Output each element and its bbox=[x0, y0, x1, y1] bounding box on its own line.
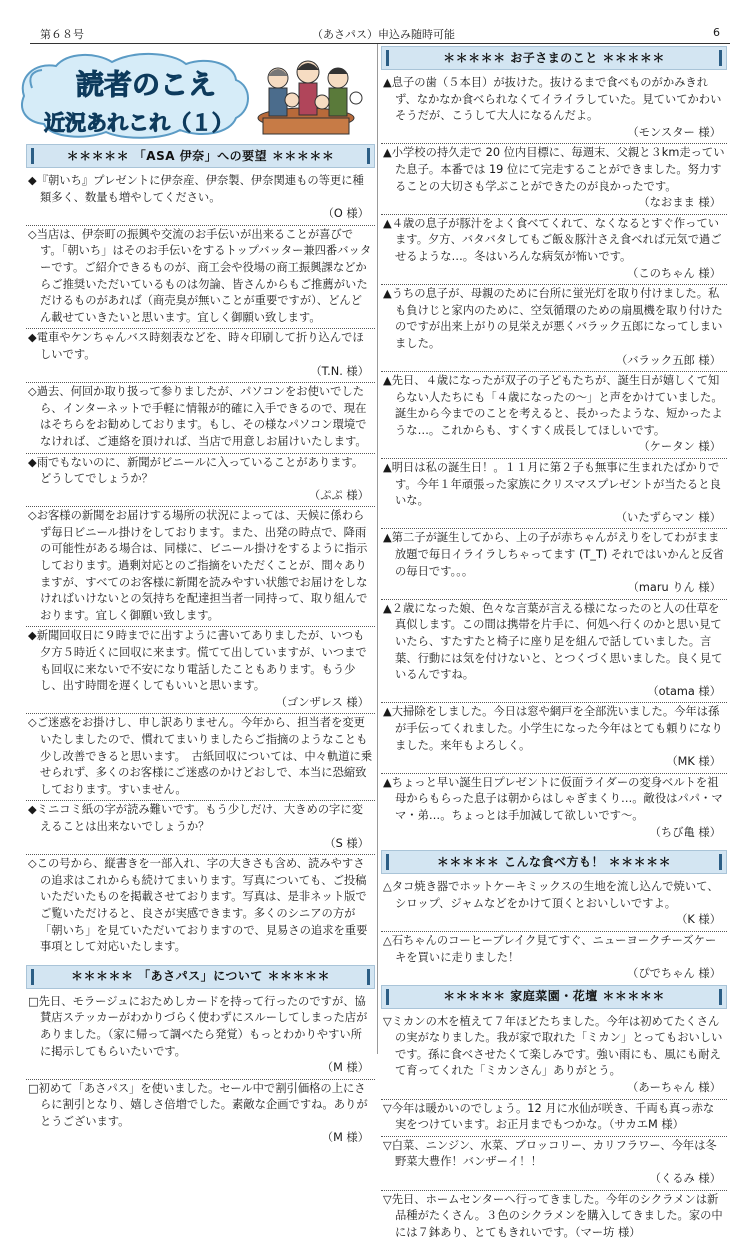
garden-list bbox=[381, 1013, 727, 1243]
list-item bbox=[26, 993, 375, 1080]
item-author: （ケータン 様） bbox=[638, 440, 721, 454]
list-item bbox=[381, 74, 727, 144]
item-author: （S 様） bbox=[324, 836, 369, 850]
banner bbox=[16, 48, 371, 138]
section-header-food: ＊＊＊＊＊ こんな食べ方も！ ＊＊＊＊＊ bbox=[381, 850, 727, 874]
item-text: △石ちゃんのコーヒーブレイク見てすぐ、ニューヨークチーズケーキを買いに走りました！ bbox=[383, 933, 717, 964]
item-text: ◇過去、何回か取り扱って参りましたが、パソコンをお使いでしたら、インターネットで手軽に情報が的確に入手できるので、現在はそちらをお勧めしております。もし、その様なパソコン環境でなければ、ご連絡を頂ければ、当店で用意しお届けいたします。 bbox=[28, 385, 367, 448]
item-author: （モンスター 様） bbox=[627, 125, 721, 139]
item-text: ▲先日、４歳になったが双子の子どもたちが、誕生日が嬉しくて知らない人たちにも「４歳になったの〜」と声をかけていました。誕生から今までのことを考えると、長かったような、短かったような…。これからも、すくすく成長してほしいです。 bbox=[383, 374, 723, 437]
column-divider bbox=[377, 44, 378, 1054]
item-text: ▲ちょっと早い誕生日プレゼントに仮面ライダーの変身ベルトを祖母からもらった息子は朝からはしゃぎまくり…。敵役はパパ・ママ・弟…。ちょっとは手加減して欲しいです〜。 bbox=[383, 775, 723, 822]
list-item bbox=[381, 529, 727, 599]
list-item bbox=[26, 801, 375, 855]
item-text: ◇当店は、伊奈町の振興や交流のお手伝いが出来ることが喜びです。「朝いち」はそのお手伝いをするトップバッター兼四番バッターです。ご紹介できるものが、商工会や役場の商工振興課などからご推奨いただいているものは勿論、皆さんからもご推薦がいただけるものがあれば（商売臭が無いことが重要ですが）、どんどん載せていきたいと思います。宜しく御願い致します。 bbox=[28, 227, 372, 324]
list-item bbox=[381, 703, 727, 773]
item-text: ◇お客様の新聞をお届けする場所の状況によっては、天候に係わらず毎日ビニール掛けをしております。また、出発の時点で、降雨の可能性がある場合は、同様に、ビニール掛けをするように指示しております。過剰対応とのご指摘をいただくことが、間々ありますが、すべてのお客様に新聞を読みやすい状態でお届けをしなければいけないとの気持ちを配達担当者一同持って、取り組んでおります。宜しく御願い致します。 bbox=[28, 509, 368, 622]
requests-list bbox=[26, 172, 375, 958]
item-author: （maru りん 様） bbox=[627, 581, 721, 595]
list-item bbox=[381, 774, 727, 843]
banner-title-2: 近況あれこれ（１） bbox=[44, 111, 233, 135]
list-item bbox=[26, 1080, 375, 1149]
list-item bbox=[381, 144, 727, 214]
item-author: （くるみ 様） bbox=[649, 1172, 721, 1186]
item-text: ▲大掃除をしました。今日は窓や網戸を全部洗いました。今年は孫が手伝ってくれました。小学生になった今年はとても頼りになりました。来年もよろしく。 bbox=[383, 705, 723, 752]
item-author: （K 様） bbox=[676, 913, 721, 927]
section-header-garden: ＊＊＊＊＊ 家庭菜園・花壇 ＊＊＊＊＊ bbox=[381, 985, 727, 1009]
list-item bbox=[26, 855, 375, 958]
list-item bbox=[26, 383, 375, 453]
item-text: ▲２歳になった娘、色々な言葉が言える様になったのと人の仕草を真似します。この間は携帯を片手に、何処へ行くのかと思い見ていたら、すたすたと椅子に座り足を組んで話していました。言葉、行動には気を付けないと、とつくづく思いました。良く見ているんですね。 bbox=[383, 601, 723, 682]
right-column bbox=[381, 46, 727, 1243]
item-text: ◆新聞回収日に９時までに出すように書いてありましたが、いつも夕方５時近くに回収に来ます。慌てて出していますが、いつまでも回収に来ないで不安になり電話したこともあります。もう少し、出す時間を遅くしてもいいと思います。 bbox=[28, 629, 367, 693]
left-column bbox=[26, 144, 375, 1149]
item-author: （ちび亀 様） bbox=[649, 825, 721, 839]
item-author: （MK 様） bbox=[666, 755, 721, 769]
item-text: ◇ご迷惑をお掛けし、申し訳ありません。今年から、担当者を変更いたしましたので、慣れてまいりましたらご指摘のようなことも少し改善できると思います。 古紙回収については、中々軌道に乗せられず、多くのお客様にご迷惑のかけどおしで、本当に恐縮致しております。すいません。 bbox=[28, 716, 373, 796]
header-rule bbox=[30, 43, 730, 44]
item-text: ▽今年は暖かいのでしょう。12 月に水仙が咲き、千両も真っ赤な実をつけています。お正月までもつかな。（サカエM 様） bbox=[383, 1101, 715, 1132]
children-list bbox=[381, 74, 727, 843]
item-text: □先日、モラージュにおためしカードを持って行ったのですが、協賛店ステッカーがわかりづらく使わずにスルーしてしまった店がありました。（家に帰って調べたら発覚）もっとわかりやすい所に掲示してもらいたいです。 bbox=[28, 994, 368, 1058]
item-text: ▲第二子が誕生してから、上の子が赤ちゃんがえりをしてわがまま放題で毎日イライラしちゃってます (T_T) それではいかんと反省の毎日です。。。 bbox=[383, 531, 724, 578]
item-text: ◆電車やケンちゃんバス時刻表などを、時々印刷して折り込んでほしいです。 bbox=[28, 331, 364, 361]
list-item bbox=[381, 372, 727, 459]
list-item bbox=[26, 172, 375, 226]
item-text: ▲息子の歯（５本目）が抜けた。抜けるまで食べものがかみきれず、なかなか食べられなくてイライラしていた。見ていてかわいそうだが、こうして大人になるんだよ。 bbox=[383, 76, 722, 123]
list-item bbox=[381, 215, 727, 285]
item-author: （このちゃん 様） bbox=[627, 266, 721, 280]
item-text: ◇この号から、縦書きを一部入れ、字の大きさも含め、読みやすさの追求はこれからも続けてまいります。写真についても、ご投稿いただいたものを掲載させております。写真は、是非ネット版でご覧いただけると、良さが実感できます。多くのシニアの方が「朝いち」を見ていただいておりますので、見易さの追求を重要事項として対応いたします。 bbox=[28, 857, 368, 954]
item-author: （ぴでちゃん 様） bbox=[627, 967, 721, 981]
item-text: ▽ミカンの木を植えて７年ほどたちました。今年は初めてたくさんの実がなりました。我が家で取れた「ミカン」とってもおいしいです。孫に食べさせたくて楽しみです。強い雨にも、風にも耐えて育ってくれた「ミカンさん」ありがとう。 bbox=[383, 1014, 723, 1078]
item-text: ▲うちの息子が、母親のために台所に蛍光灯を取り付けました。私も負けじと家内のために、空気循環のための扇風機を取り付けたのですが出来上がりの見栄えが悪くバラック五郎になってしまいました。 bbox=[383, 287, 723, 350]
item-text: ▽白菜、ニンジン、水菜、ブロッコリー、カリフラワー、今年は冬野菜大豊作！バンザーイ！！ bbox=[383, 1138, 717, 1169]
item-text: ◆ミニコミ紙の字が読み難いです。もう少しだけ、大きめの字に変えることは出来ないでしょうか？ bbox=[28, 803, 363, 833]
banner-illustration bbox=[16, 48, 371, 138]
item-text: ◆『朝いち』プレゼントに伊奈産、伊奈製、伊奈関連もの等更に種類多く、数量も増やしてください。 bbox=[28, 174, 364, 204]
section-header-asa-requests: ＊＊＊＊＊ 「ASA 伊奈」への要望 ＊＊＊＊＊ bbox=[26, 144, 375, 168]
item-text: ◆雨でもないのに、新聞がビニールに入っていることがあります。どうしてでしょうか？ bbox=[28, 455, 364, 486]
list-item bbox=[381, 600, 727, 704]
item-text: □初めて「あさパス」を使いました。セール中で割引価格の上にさらに割引となり、嬉しさ倍増でした。素敵な企画ですね。ありがとうございます。 bbox=[28, 1081, 368, 1128]
item-author: （ぷぷ 様） bbox=[308, 488, 369, 502]
item-text: ▲４歳の息子が豚汁をよく食べてくれて、なくなるとすぐ作っています。夕方、バタバタしてもご飯＆豚汁さえ食べれば元気で過ごせるような…。冬はいろんな病気が怖いです。 bbox=[383, 216, 722, 263]
list-item bbox=[26, 454, 375, 508]
list-item bbox=[381, 459, 727, 529]
issue-number: 第６８号 bbox=[40, 28, 84, 41]
item-text: ▲明日は私の誕生日！。１１月に第２子も無事に生まれたばかりです。今年１年頑張った家族にクリスマスプレゼントが当たると良いな。 bbox=[383, 461, 721, 508]
list-item bbox=[381, 1137, 727, 1191]
family-illustration bbox=[258, 61, 362, 134]
item-author: （otama 様） bbox=[647, 684, 721, 698]
item-author: （あーちゃん 様） bbox=[627, 1081, 721, 1095]
banner-title-1: 読者のこえ bbox=[76, 68, 217, 101]
item-text: ▽先日、ホームセンターへ行ってきました。今年のシクラメンは新品種がたくさん。３色のシクラメンを購入してきました。家の中には７鉢あり、とてもきれいです。（マー坊 様） bbox=[383, 1192, 723, 1239]
section-header-asapass: ＊＊＊＊＊ 「あさパス」について ＊＊＊＊＊ bbox=[26, 965, 375, 989]
item-author: （O 様） bbox=[322, 207, 369, 221]
item-author: （ゴンザレス 様） bbox=[275, 695, 369, 709]
page-header bbox=[0, 0, 750, 46]
item-author: （M 様） bbox=[321, 1061, 369, 1075]
item-text: △タコ焼き器でホットケーキミックスの生地を流し込んで焼いて、シロップ、ジャムなどをかけて頂くとおいしいですよ。 bbox=[383, 880, 719, 910]
item-author: （バラック五郎 様） bbox=[615, 353, 721, 367]
list-item bbox=[381, 1191, 727, 1243]
list-item bbox=[381, 932, 727, 985]
asapass-list bbox=[26, 993, 375, 1149]
list-item bbox=[381, 878, 727, 932]
list-item bbox=[381, 1013, 727, 1100]
section-header-children: ＊＊＊＊＊ お子さまのこと ＊＊＊＊＊ bbox=[381, 46, 727, 70]
page-number: 6 bbox=[713, 26, 720, 39]
list-item bbox=[381, 285, 727, 372]
item-author: （T.N. 様） bbox=[310, 364, 369, 378]
item-text: ▲小学校の持久走で 20 位内目標に、毎週末、父親と３km走っていた息子。本番では 19 位にて完走することができました。努力することの大切さも学ぶことができたのが良かったです。 bbox=[383, 146, 725, 193]
food-list bbox=[381, 878, 727, 985]
list-item bbox=[26, 507, 375, 627]
item-author: （M 様） bbox=[321, 1131, 369, 1145]
header-center-text: （あさパス）申込み随時可能 bbox=[312, 28, 455, 41]
list-item bbox=[26, 714, 375, 801]
item-author: （いたずらマン 様） bbox=[615, 510, 721, 524]
list-item bbox=[26, 627, 375, 714]
list-item bbox=[26, 329, 375, 383]
item-author: （なおまま 様） bbox=[638, 196, 721, 210]
list-item bbox=[26, 226, 375, 330]
list-item bbox=[381, 1100, 727, 1137]
